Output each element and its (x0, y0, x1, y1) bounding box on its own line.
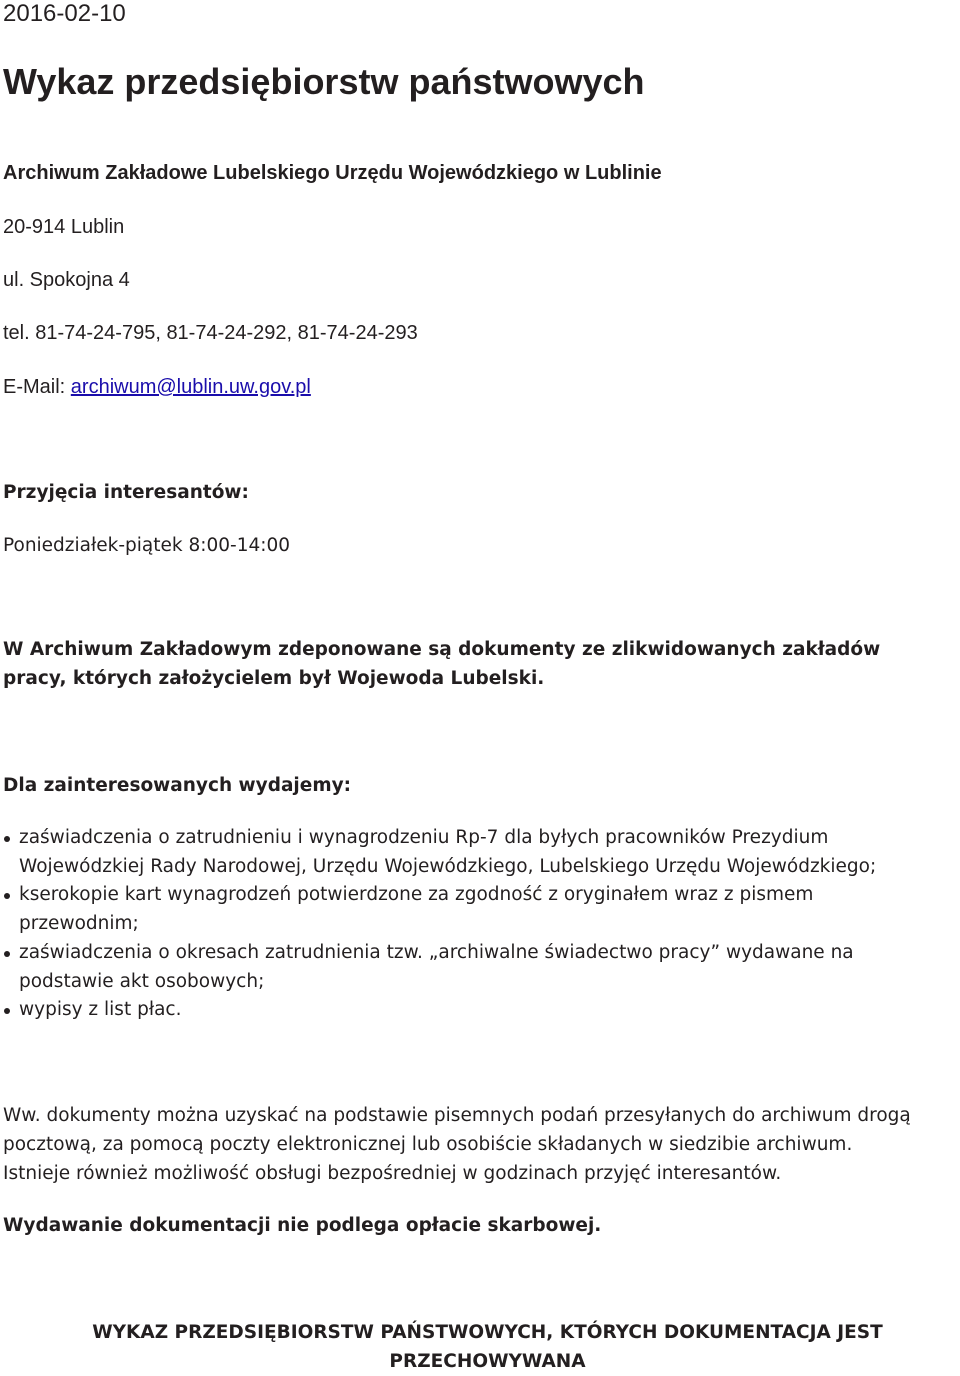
bullet-icon (4, 893, 10, 899)
intro-line-2: pracy, których założycielem był Wojewoda Lubelski. (3, 668, 545, 689)
email-link[interactable]: archiwum@lublin.uw.gov.pl (70, 376, 311, 398)
list-item (19, 939, 939, 996)
hours-heading: Przyjęcia interesantów: (3, 482, 249, 503)
email-line (3, 374, 311, 400)
info-line-1: Ww. dokumenty można uzyskać na podstawie pisemnych podań przesyłanych do archiwum drogą (3, 1105, 911, 1126)
info-line-3: Istnieje również możliwość obsługi bezpośredniej w godzinach przyjęć interesantów. (3, 1163, 782, 1184)
bullet-icon (4, 951, 10, 957)
intro-line-1: W Archiwum Zakładowym zdeponowane są dokumenty ze zlikwidowanych zakładów (3, 639, 881, 660)
section-title-line-1: WYKAZ PRZEDSIĘBIORSTW PAŃSTWOWYCH, KTÓRYCH DOKUMENTACJA JEST (92, 1322, 883, 1343)
phone-numbers: tel. 81-74-24-795, 81-74-24-292, 81-74-24-293 (3, 322, 418, 344)
postal-address: 20-914 Lublin (3, 216, 125, 238)
email-label: E-Mail: (3, 376, 71, 398)
bullet-icon (4, 836, 10, 842)
list-item (19, 824, 939, 881)
list-item-text: zaświadczenia o okresach zatrudnienia tzw. „archiwalne świadectwo pracy” wydawane na podstawie akt osobowych; (19, 941, 854, 992)
list-item-text: wypisy z list płac. (19, 999, 182, 1021)
bullet-icon (4, 1008, 10, 1014)
fee-notice: Wydawanie dokumentacji nie podlega opłacie skarbowej. (3, 1215, 602, 1236)
hours-text: Poniedziałek-piątek 8:00-14:00 (3, 535, 291, 556)
organization-name: Archiwum Zakładowe Lubelskiego Urzędu Wojewódzkiego w Lublinie (3, 162, 662, 184)
list-item-text: kserokopie kart wynagrodzeń potwierdzone za zgodność z oryginałem wraz z pismem przewodnim; (19, 884, 814, 935)
services-heading: Dla zainteresowanych wydajemy: (3, 775, 352, 796)
page-title: Wykaz przedsiębiorstw państwowych (3, 61, 645, 102)
street-address: ul. Spokojna 4 (3, 269, 130, 291)
list-item (19, 996, 939, 1025)
section-title (0, 1318, 960, 1376)
list-item-text: zaświadczenia o zatrudnieniu i wynagrodzeniu Rp-7 dla byłych pracowników Prezydium Wojewódzkiej Rady Narodowej, Urzędu Wojewódzkiego, Lubelskiego Urzędu Wojewódzkiego; (19, 827, 877, 877)
services-list (0, 824, 939, 1025)
document-date: 2016-02-10 (3, 0, 126, 27)
list-item (19, 881, 939, 938)
section-title-line-2: PRZECHOWYWANA (389, 1351, 586, 1372)
info-line-2: pocztową, za pomocą poczty elektronicznej lub osobiście składanych w siedzibie archiwum. (3, 1134, 853, 1155)
